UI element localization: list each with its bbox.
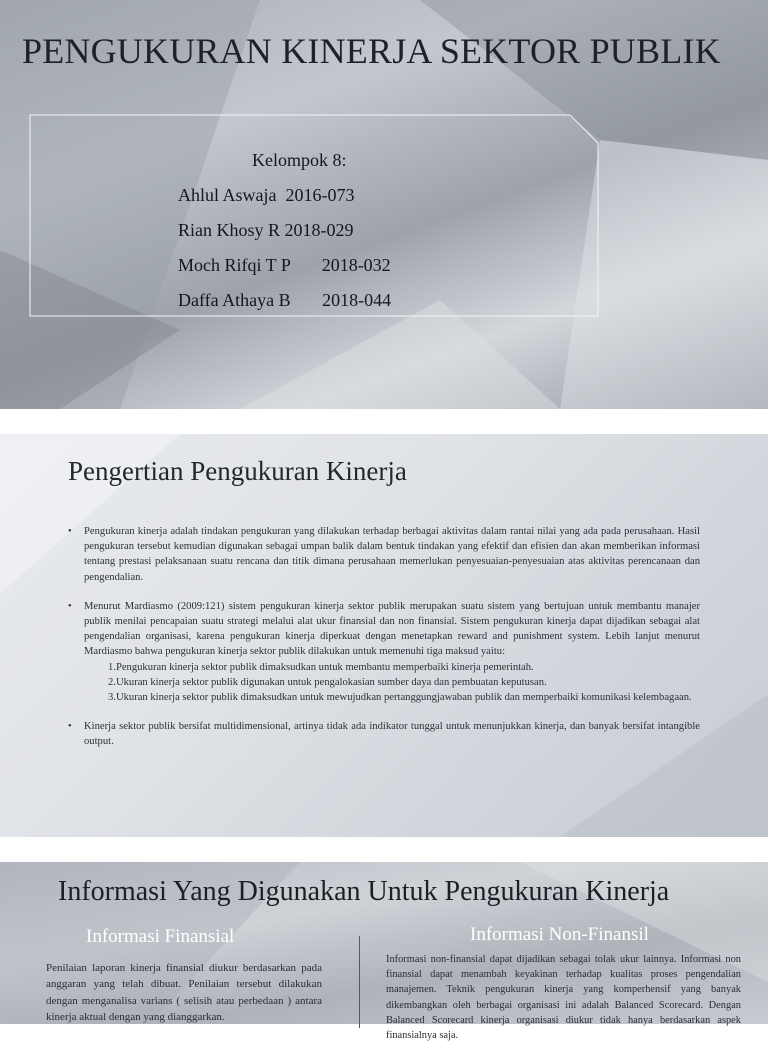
member-row <box>178 213 538 248</box>
column-divider <box>359 936 360 1028</box>
list-item: 3.Ukuran kinerja sektor publik dimaksudkan untuk mewujudkan pertanggungjawaban publik dan memperbaiki komunikasi kelembagaan. <box>108 692 692 704</box>
member-row <box>178 178 538 213</box>
bullet-paragraph: • Kinerja sektor publik bersifat multidimensional, artinya tidak ada indikator tunggal untuk menunjukkan kinerja, dan banyak bersifat intangible output. <box>68 719 700 749</box>
member-name: Daffa Athaya B <box>178 290 323 310</box>
member-nim: 2018-044 <box>322 290 392 310</box>
member-row <box>178 283 538 318</box>
member-name: Ahlul Aswaja <box>178 185 286 205</box>
member-row <box>178 248 538 283</box>
title-slide <box>0 0 768 409</box>
slide-body <box>68 524 700 764</box>
financial-text: Penilaian laporan kinerja finansial diukur berdasarkan pada anggaran yang telah dibuat. Penilaian tersebut dilakukan dengan menganalisa varians ( selisih atau perbedaan ) antara kinerja aktual dengan yang dianggarkan. <box>46 962 322 1023</box>
slide-title: Pengertian Pengukuran Kinerja <box>68 456 407 486</box>
information-slide <box>0 862 768 1042</box>
bullet-text: Menurut Mardiasmo (2009:121) sistem pengukuran kinerja sektor publik merupakan suatu sistem yang bertujuan untuk membantu manajer publik menilai pencapaian suatu strategi melalui alat ukur finansial dan non finansial. Sistem pengukuran kinerja dapat dijadikan sebagai alat pengendalian organisasi, karena pengukuran kinerja diperkuat dengan menetapkan reward and punishment system. Lebih lanjut menurut Mardiasmo bahwa pengukuran kinerja sektor publik dilakukan untuk memenuhi tiga maksud yaitu: <box>84 600 700 658</box>
slide-title: Informasi Yang Digunakan Untuk Pengukuran Kinerja <box>58 876 670 907</box>
group-label: Kelompok 8: <box>252 150 347 170</box>
member-nim: 2018-032 <box>321 255 391 275</box>
financial-heading: Informasi Finansial <box>86 926 235 947</box>
non-financial-text: Informasi non-finansial dapat dijadikan sebagai tolak ukur lainnya. Informasi non finansial dapat menambah keyakinan terhadap kualitas proses pengendalian manajemen. Teknik pengukuran kinerja yang komperhensif yang banyak dikembangkan oleh berbagai organisasi ini adalah Balanced Scorecard. Dengan Balanced Scorecard kinerja organisasi diukur tidak hanya berdasarkan aspek finansialnya saja. <box>386 954 741 1042</box>
non-financial-heading: Informasi Non-Finansil <box>470 924 649 945</box>
list-item: 1.Pengukuran kinerja sektor publik dimaksudkan untuk membantu memperbaiki kinerja pemerintah. <box>108 661 534 673</box>
bullet-paragraph: • Pengukuran kinerja adalah tindakan pengukuran yang dilakukan terhadap berbagai aktivitas dalam rantai nilai yang ada pada perusahaan. Hasil pengukuran tersebut kemudian digunakan sebagai umpan balik dalam bentuk tindakan yang efektif dan efisien dan akan memberikan informasi tentang prestasi pelaksanaan suatu rencana dan titik dimana perusahaan memerlukan penyesuaian-penyesuaian atas aktivitas perencanaan dan pengendalian. <box>68 524 700 585</box>
group-members-list <box>178 143 538 318</box>
member-nim: 2016-073 <box>285 185 355 205</box>
bullet-paragraph <box>68 599 700 705</box>
member-name: Rian Khosy R <box>178 220 285 240</box>
definition-slide <box>0 434 768 837</box>
list-item: 2.Ukuran kinerja sektor publik digunakan untuk pengalokasian sumber daya dan pembuatan keputusan. <box>108 676 547 688</box>
presentation-title: PENGUKURAN KINERJA SEKTOR PUBLIK <box>22 31 721 71</box>
member-name: Moch Rifqi T P <box>178 255 322 275</box>
member-nim: 2018-029 <box>284 220 354 240</box>
